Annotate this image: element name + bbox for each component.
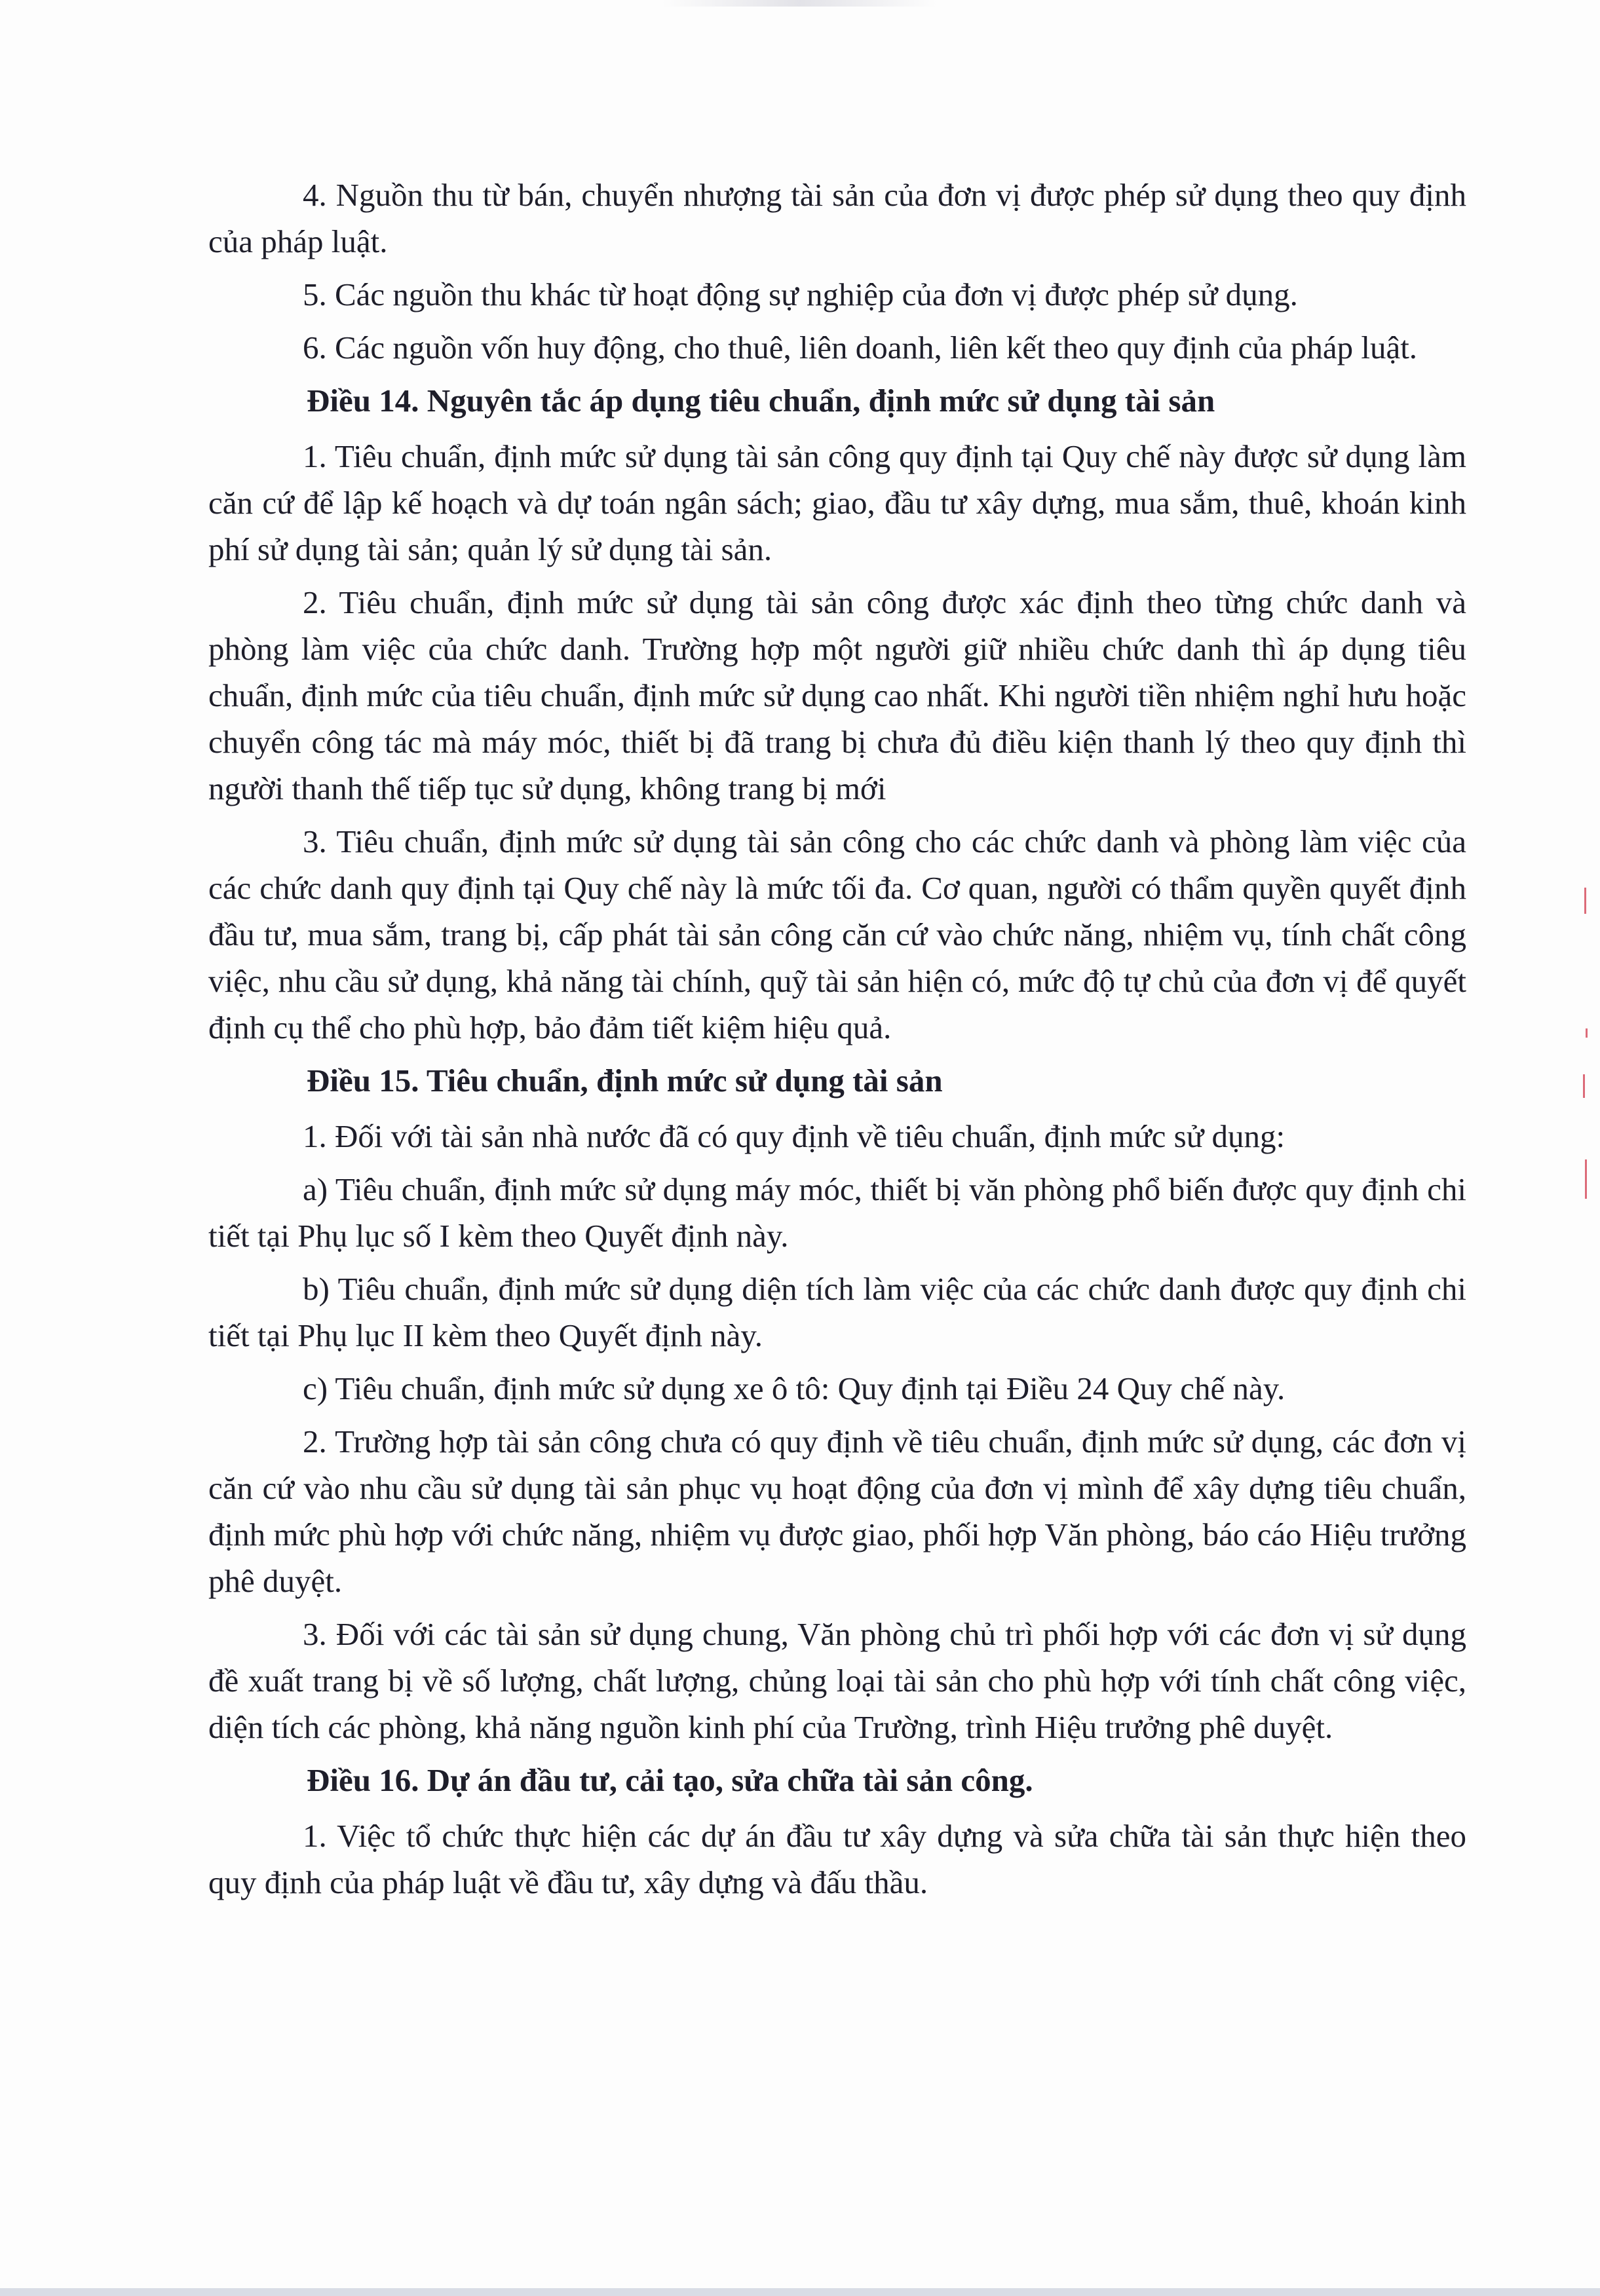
document-body — [208, 172, 1466, 1912]
article-14-heading: Điều 14. Nguyên tắc áp dụng tiêu chuẩn, định mức sử dụng tài sản — [307, 383, 1215, 419]
article-15-clause-1: 1. Đối với tài sản nhà nước đã có quy định về tiêu chuẩn, định mức sử dụng: — [303, 1118, 1286, 1154]
red-margin-mark — [1585, 1159, 1587, 1199]
article-15-heading: Điều 15. Tiêu chuẩn, định mức sử dụng tài sản — [307, 1063, 943, 1099]
paragraph-item-4: 4. Nguồn thu từ bán, chuyển nhượng tài sản của đơn vị được phép sử dụng theo quy định của pháp luật. — [208, 177, 1466, 259]
article-16-clause-1: 1. Việc tổ chức thực hiện các dự án đầu tư xây dựng và sửa chữa tài sản thực hiện theo quy định của pháp luật về đầu tư, xây dựng và đấu thầu. — [208, 1818, 1466, 1900]
article-15-clause-1a: a) Tiêu chuẩn, định mức sử dụng máy móc, thiết bị văn phòng phổ biến được quy định chi tiết tại Phụ lục số I kèm theo Quyết định này. — [208, 1171, 1466, 1254]
scan-smudge — [662, 0, 937, 7]
red-margin-mark — [1584, 888, 1586, 914]
article-14-clause-2: 2. Tiêu chuẩn, định mức sử dụng tài sản công được xác định theo từng chức danh và phòng làm việc của chức danh. Trường hợp một người giữ nhiều chức danh thì áp dụng tiêu chuẩn, định mức của tiêu chuẩn, định mức sử dụng cao nhất. Khi người tiền nhiệm nghỉ hưu hoặc chuyển công tác mà máy móc, thiết bị đã trang bị chưa đủ điều kiện thanh lý theo quy định thì người thanh thế tiếp tục sử dụng, không trang bị mới — [208, 584, 1466, 806]
red-margin-mark — [1586, 1028, 1588, 1038]
article-15-clause-3: 3. Đối với các tài sản sử dụng chung, Văn phòng chủ trì phối hợp với các đơn vị sử dụng đề xuất trang bị về số lượng, chất lượng, chủng loại tài sản cho phù hợp với tính chất công việc, diện tích các phòng, khả năng nguồn kinh phí của Trường, trình Hiệu trưởng phê duyệt. — [208, 1616, 1466, 1745]
article-15-clause-2: 2. Trường hợp tài sản công chưa có quy định về tiêu chuẩn, định mức sử dụng, các đơn vị căn cứ vào nhu cầu sử dụng tài sản phục vụ hoạt động của đơn vị mình để xây dựng tiêu chuẩn, định mức phù hợp với chức năng, nhiệm vụ được giao, phối hợp Văn phòng, báo cáo Hiệu trưởng phê duyệt. — [208, 1423, 1466, 1599]
red-margin-mark — [1583, 1074, 1585, 1098]
paragraph-item-5: 5. Các nguồn thu khác từ hoạt động sự nghiệp của đơn vị được phép sử dụng. — [303, 276, 1298, 312]
article-14-clause-1: 1. Tiêu chuẩn, định mức sử dụng tài sản công quy định tại Quy chế này được sử dụng làm căn cứ để lập kế hoạch và dự toán ngân sách; giao, đầu tư xây dựng, mua sắm, thuê, khoán kinh phí sử dụng tài sản; quản lý sử dụng tài sản. — [208, 438, 1466, 567]
article-14-clause-3: 3. Tiêu chuẩn, định mức sử dụng tài sản công cho các chức danh và phòng làm việc của các chức danh quy định tại Quy chế này là mức tối đa. Cơ quan, người có thẩm quyền quyết định đầu tư, mua sắm, trang bị, cấp phát tài sản công căn cứ vào chức năng, nhiệm vụ, tính chất công việc, nhu cầu sử dụng, khả năng tài chính, quỹ tài sản hiện có, mức độ tự chủ của đơn vị để quyết định cụ thể cho phù hợp, bảo đảm tiết kiệm hiệu quả. — [208, 823, 1466, 1045]
article-16-heading: Điều 16. Dự án đầu tư, cải tạo, sửa chữa tài sản công. — [307, 1762, 1033, 1798]
scan-bottom-edge — [0, 2288, 1600, 2296]
paragraph-item-6: 6. Các nguồn vốn huy động, cho thuê, liên doanh, liên kết theo quy định của pháp luật. — [303, 329, 1418, 366]
article-15-clause-1c: c) Tiêu chuẩn, định mức sử dụng xe ô tô: Quy định tại Điều 24 Quy chế này. — [303, 1370, 1286, 1406]
article-15-clause-1b: b) Tiêu chuẩn, định mức sử dụng diện tích làm việc của các chức danh được quy định chi tiết tại Phụ lục II kèm theo Quyết định này. — [208, 1271, 1466, 1353]
